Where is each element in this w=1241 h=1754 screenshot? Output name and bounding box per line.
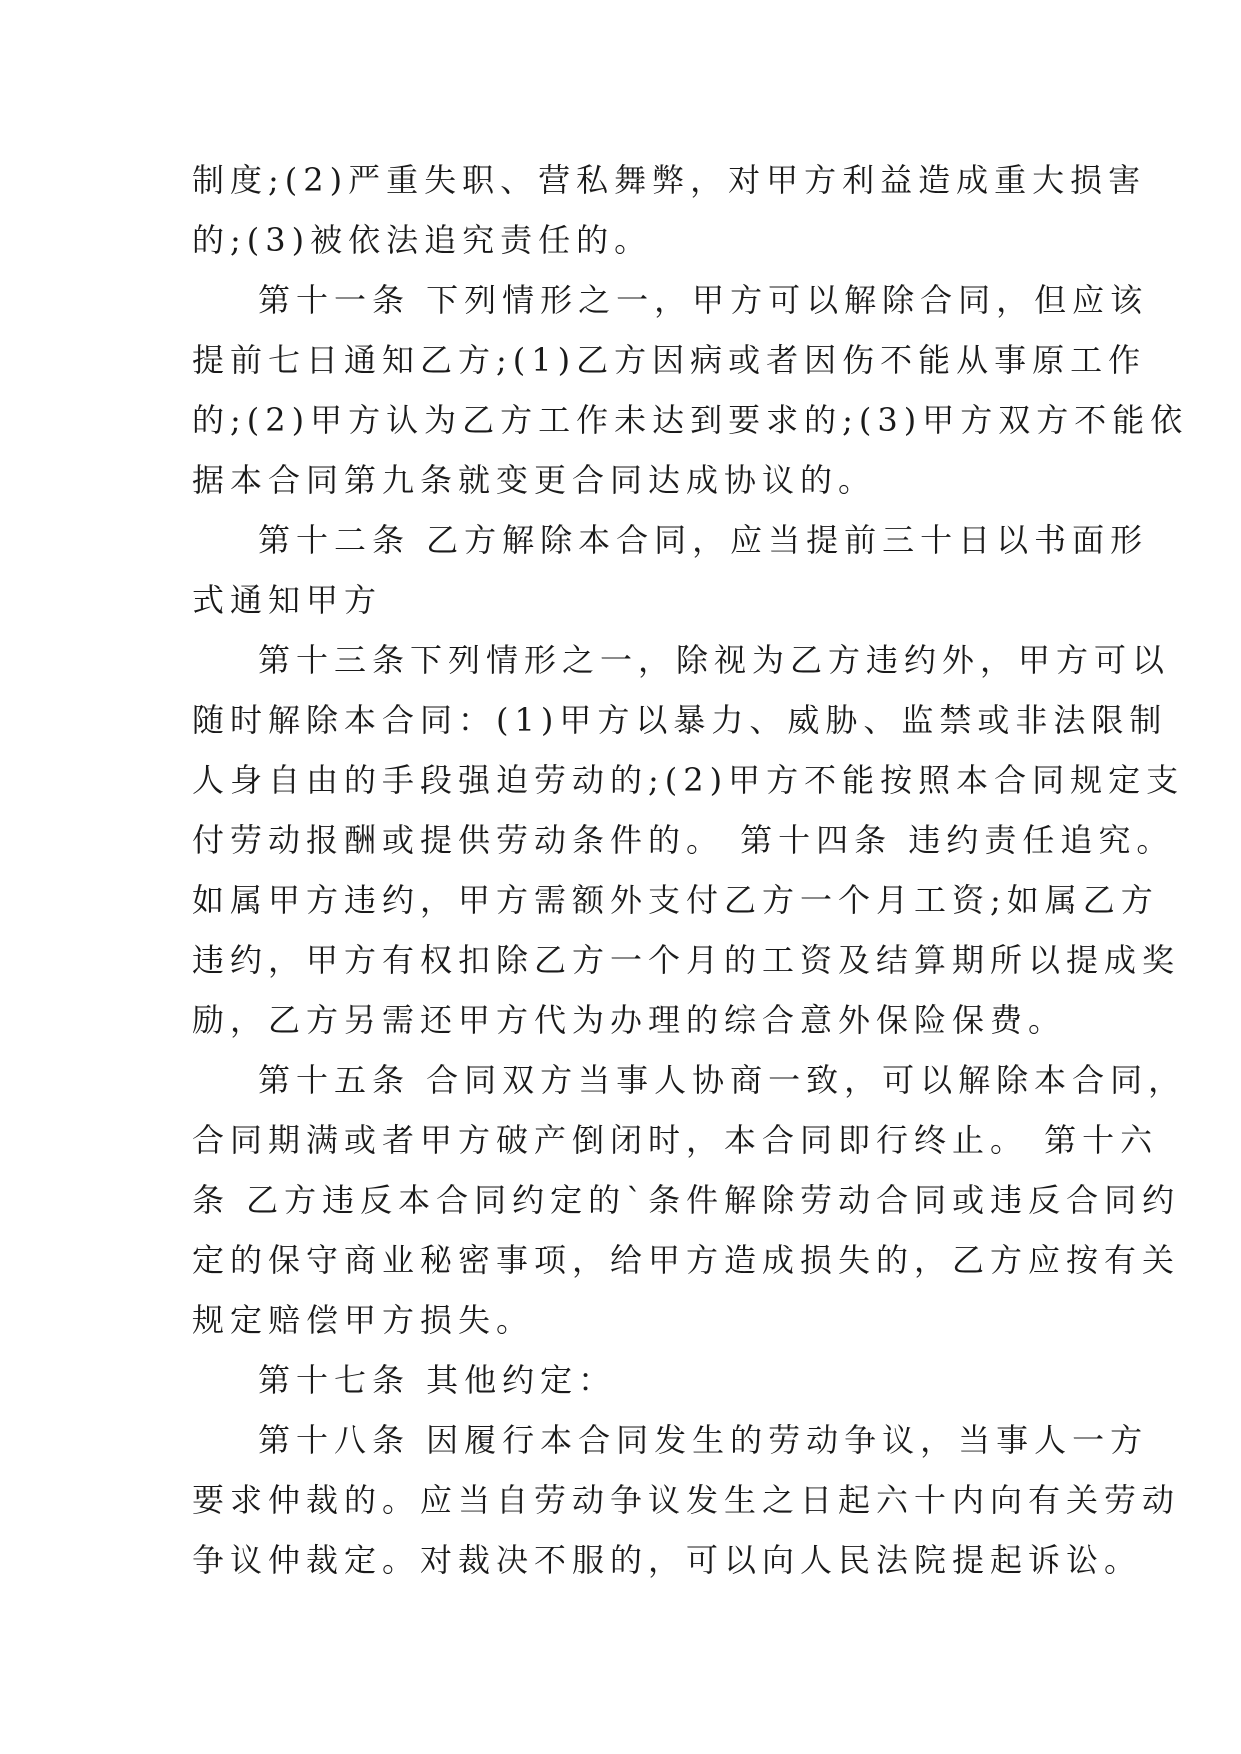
article-11-line: 第十一条 下列情形之一，甲方可以解除合同，但应该 xyxy=(258,281,1149,319)
article-18-line: 第十八条 因履行本合同发生的劳动争议，当事人一方 xyxy=(258,1421,1149,1459)
text-line: 励，乙方另需还甲方代为办理的综合意外保险保费。 xyxy=(192,1001,1067,1039)
article-13-line: 第十三条下列情形之一，除视为乙方违约外，甲方可以 xyxy=(258,641,1171,679)
text-line: 据本合同第九条就变更合同达成协议的。 xyxy=(192,461,877,499)
text-line: 制度;(2)严重失职、营私舞弊，对甲方利益造成重大损害 xyxy=(192,161,1147,199)
article-12-line: 第十二条 乙方解除本合同，应当提前三十日以书面形 xyxy=(258,521,1149,559)
text-line: 如属甲方违约，甲方需额外支付乙方一个月工资;如属乙方 xyxy=(192,881,1159,919)
text-line: 违约，甲方有权扣除乙方一个月的工资及结算期所以提成奖 xyxy=(192,941,1181,979)
text-line: 定的保守商业秘密事项，给甲方造成损失的，乙方应按有关 xyxy=(192,1241,1181,1279)
text-line: 条 乙方违反本合同约定的`条件解除劳动合同或违反合同约 xyxy=(192,1181,1181,1219)
text-line: 规定赔偿甲方损失。 xyxy=(192,1301,535,1339)
article-15-line: 第十五条 合同双方当事人协商一致，可以解除本合同， xyxy=(258,1061,1187,1099)
text-line: 人身自由的手段强迫劳动的;(2)甲方不能按照本合同规定支 xyxy=(192,761,1185,799)
text-line: 随时解除本合同：(1)甲方以暴力、威胁、监禁或非法限制 xyxy=(192,701,1168,739)
text-line: 争议仲裁定。对裁决不服的，可以向人民法院提起诉讼。 xyxy=(192,1541,1143,1579)
text-line: 要求仲裁的。应当自劳动争议发生之日起六十内向有关劳动 xyxy=(192,1481,1181,1519)
text-line: 的;(2)甲方认为乙方工作未达到要求的;(3)甲方双方不能依 xyxy=(192,401,1189,439)
text-line: 合同期满或者甲方破产倒闭时，本合同即行终止。 第十六 xyxy=(192,1121,1159,1159)
contract-body xyxy=(192,150,1189,1590)
text-line: 提前七日通知乙方;(1)乙方因病或者因伤不能从事原工作 xyxy=(192,341,1147,379)
text-line: 的;(3)被依法追究责任的。 xyxy=(192,221,653,259)
article-17-line: 第十七条 其他约定： xyxy=(258,1361,617,1399)
text-line: 付劳动报酬或提供劳动条件的。 第十四条 违约责任追究。 xyxy=(192,821,1175,859)
text-line: 式通知甲方 xyxy=(192,581,383,619)
